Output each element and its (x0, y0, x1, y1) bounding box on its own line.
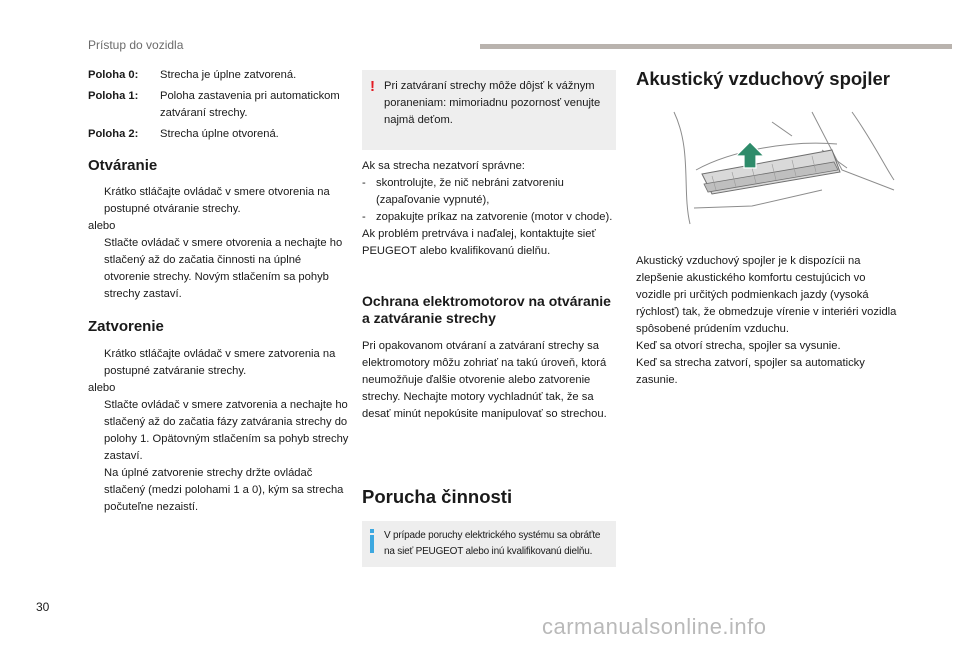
positions-list (88, 67, 348, 143)
bullet-icon (88, 465, 104, 516)
alebo-text: alebo (88, 220, 116, 232)
list-item (88, 465, 350, 516)
motor-protection-text: Pri opakovanom otváraní a zatváraní strechy sa elektromotory môžu zohriať na takú úroveň, ktorá neumožňuje ďalšie otvorenie alebo zatvorenie strechy. Nechajte motory vychladnúť tak, že sa desať minút nepokúsite manipulovať so strechou. (362, 340, 607, 420)
position-label: Poloha 0: (88, 69, 139, 81)
dash-mark: - (362, 177, 366, 189)
list-item (88, 397, 350, 465)
watermark: carmanualsonline.info (542, 614, 767, 639)
info-text: V prípade poruchy elektrického systému sa obráťte na sieť PEUGEOT alebo inú kvalifikovanú dielňu. (384, 530, 601, 557)
opening-heading: Otváranie (88, 157, 158, 174)
position-text: Strecha je úplne zatvorená. (160, 69, 297, 81)
position-label: Poloha 2: (88, 128, 139, 140)
header-bar (480, 44, 952, 49)
bullet-text: Stlačte ovládač v smere otvorenia a nechajte ho stlačený až do začatia činnosti na úplné otvorenie strechy. Novým stlačením sa pohyb strechy zastaví. (104, 237, 343, 300)
not-closing-outro: Ak problém pretrváva i naďalej, kontaktujte sieť PEUGEOT alebo kvalifikovanú dielňu. (362, 228, 596, 257)
position-row (88, 67, 348, 84)
warning-box (362, 70, 616, 150)
bullet-text: Na úplné zatvorenie strechy držte ovládač stlačený (medzi polohami 1 a 0), kým sa strecha počuteľne nezaistí. (104, 467, 344, 513)
spoiler-text: Akustický vzduchový spojler je k dispozícii na zlepšenie akustického komfortu cestujúcich vo vozidle pri určitých podmienkach jazdy (vysoká rýchlosť) tak, že obmedzuje vírenie v interiéri vozidla spôsobené prúdením vzduchu. (636, 255, 897, 335)
list-item-text: skontrolujte, že nič nebráni zatvoreniu (zapaľovanie vypnuté), (376, 177, 564, 206)
spoiler-body (636, 253, 898, 389)
bullet-icon (88, 235, 104, 303)
list-item (362, 175, 618, 209)
list-item (88, 235, 350, 303)
position-row (88, 88, 348, 122)
bullet-text: Stlačte ovládač v smere zatvorenia a nechajte ho stlačený až do začatia fázy zatvárania strechy do polohy 1. Opätovným stlačením sa pohyb strechy zastaví. (104, 399, 349, 462)
position-text: Poloha zastavenia pri automatickom zatváraní strechy. (160, 90, 340, 119)
bullet-icon (88, 346, 104, 380)
motor-protection-heading: Ochrana elektromotorov na otváranie a zatváranie strechy (362, 293, 611, 326)
position-label: Poloha 1: (88, 90, 139, 102)
section-header-title: Prístup do vozidla (88, 38, 184, 52)
opening-body (88, 184, 350, 303)
position-row (88, 126, 348, 143)
list-item-text: zopakujte príkaz na zatvorenie (motor v chode). (376, 211, 613, 223)
closing-heading: Zatvorenie (88, 318, 164, 335)
info-icon (370, 535, 374, 553)
page-number: 30 (36, 600, 50, 614)
bullet-text: Krátko stláčajte ovládač v smere otvorenia na postupné otváranie strechy. (104, 186, 330, 215)
not-closing-intro: Ak sa strecha nezatvorí správne: (362, 160, 525, 172)
malfunction-heading: Porucha činnosti (362, 486, 513, 507)
spoiler-open-text: Keď sa otvorí strecha, spojler sa vysunie. (636, 340, 841, 352)
dash-mark: - (362, 211, 366, 223)
list-item (88, 184, 350, 218)
not-closing-block (362, 158, 618, 260)
bullet-text: Krátko stláčajte ovládač v smere zatvorenia na postupné zatváranie strechy. (104, 348, 336, 377)
closing-body (88, 346, 350, 516)
info-box (362, 521, 616, 567)
warning-icon: ! (370, 78, 375, 95)
spoiler-heading: Akustický vzduchový spojler (636, 68, 890, 89)
position-text: Strecha úplne otvorená. (160, 128, 279, 140)
spoiler-illustration (672, 110, 896, 226)
alebo-text: alebo (88, 382, 116, 394)
spoiler-close-text: Keď sa strecha zatvorí, spojler sa automaticky zasunie. (636, 357, 865, 386)
bullet-icon (88, 397, 104, 465)
warning-text: Pri zatváraní strechy môže dôjsť k vážnym poraneniam: mimoriadnu pozornosť venujte najmä deťom. (384, 80, 601, 126)
bullet-icon (88, 184, 104, 218)
list-item (88, 346, 350, 380)
list-item (362, 209, 618, 226)
car-roof-spoiler-image (672, 110, 896, 226)
